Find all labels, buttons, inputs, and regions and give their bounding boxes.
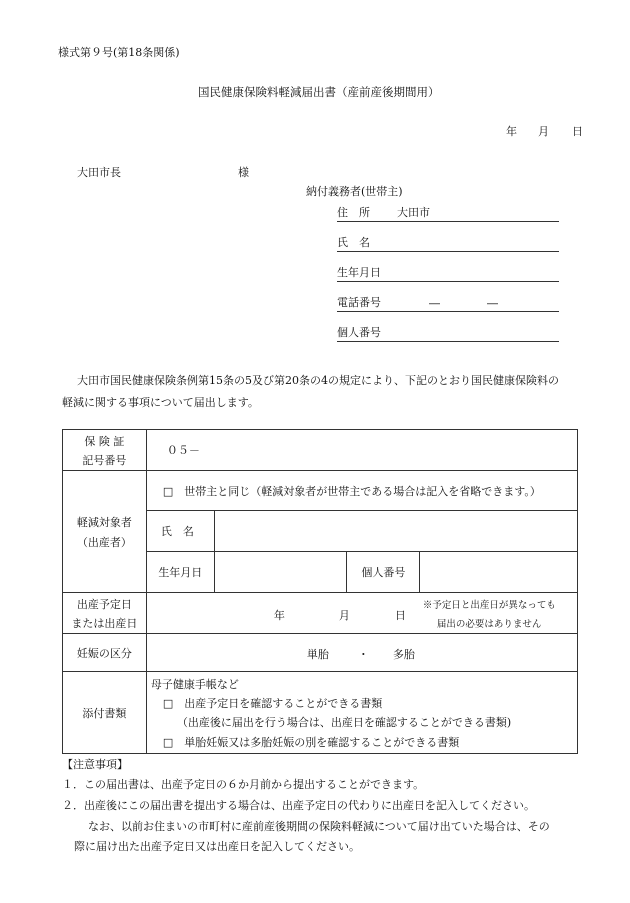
- target-name-label-cell: [146, 511, 214, 552]
- attach-line-1: 母子健康手帳など: [150, 678, 239, 691]
- notes-item-3b: 際に届け出た出産予定日又は出産日を記入してください。: [74, 840, 360, 853]
- target-name-field[interactable]: [214, 511, 577, 552]
- filer-address-label: 住 所: [337, 206, 370, 219]
- filer-heading: 納付義務者(世帯主): [306, 185, 403, 198]
- pregnancy-type-label-cell: [63, 634, 147, 672]
- pregnancy-single-option[interactable]: 単胎: [306, 648, 329, 661]
- intro-line-1: 大田市国民健康保険条例第15条の5及び第20条の4の規定により、下記のとおり国民健康保険料の: [77, 374, 559, 387]
- insurance-label-cell: [63, 430, 147, 471]
- notes-heading: 【注意事項】: [62, 758, 128, 771]
- target-mynumber-label: 個人番号: [361, 566, 406, 579]
- filer-birth-field[interactable]: [337, 265, 559, 282]
- filer-mynumber-field[interactable]: [337, 325, 559, 342]
- target-mynumber-label-cell: [347, 552, 420, 593]
- target-person-label-cell: [63, 471, 147, 593]
- target-name-label: 氏 名: [160, 525, 194, 538]
- date-day: 日: [572, 125, 583, 138]
- insurance-number-field[interactable]: [146, 430, 577, 471]
- insurance-label-2: 記号番号: [82, 453, 127, 467]
- date-month: 月: [538, 125, 549, 138]
- pregnancy-separator: ・: [357, 648, 369, 661]
- filer-mynumber-label: 個人番号: [337, 326, 381, 339]
- filer-phone-field[interactable]: [337, 295, 559, 312]
- insurance-number-value: ０５－: [166, 444, 200, 457]
- date-year: 年: [506, 125, 517, 138]
- due-date-label-cell: [63, 593, 147, 634]
- due-day: 日: [394, 609, 406, 622]
- same-as-head-label: □ 世帯主と同じ（軽減対象者が世帯主である場合は記入を省略できます。）: [162, 484, 541, 498]
- phone-dash-2: ―: [487, 297, 498, 310]
- attach-doc-pregnancy-type-checkbox[interactable]: □ 単胎妊娠又は多胎妊娠の別を確認することができる書類: [162, 736, 460, 749]
- intro-line-2: 軽減に関する事項について届出します。: [62, 396, 259, 409]
- target-person-label-1: 軽減対象者: [76, 515, 132, 529]
- insurance-label-1: 保 険 証: [84, 434, 125, 448]
- page-title: 国民健康保険料軽減届出書（産前産後期間用）: [198, 85, 440, 99]
- attach-line-3: （出産後に届出を行う場合は、出産日を確認することができる書類): [176, 716, 512, 729]
- phone-dash-1: ―: [429, 297, 440, 310]
- due-date-label-1: 出産予定日: [76, 597, 132, 611]
- due-month: 月: [338, 609, 350, 622]
- target-person-label-2: （出産者）: [76, 535, 132, 549]
- mayor-label: 大田市長: [77, 166, 121, 179]
- attachments-label: 添付書類: [82, 706, 127, 720]
- target-birth-label: 生年月日: [158, 566, 203, 579]
- same-as-head-checkbox[interactable]: [146, 471, 577, 511]
- filer-birth-label: 生年月日: [337, 266, 381, 279]
- target-birth-label-cell: [146, 552, 214, 593]
- filer-phone-label: 電話番号: [337, 296, 381, 309]
- filer-address-field[interactable]: [337, 205, 559, 222]
- notes-item-1: １．この届出書は、出産予定日の６か月前から提出することができます。: [62, 778, 425, 791]
- due-note-1: ※予定日と出産日が異なっても: [422, 600, 556, 611]
- due-year: 年: [273, 609, 285, 622]
- attachments-label-cell: [63, 672, 147, 754]
- application-table: [62, 429, 578, 754]
- filer-address-value: 大田市: [397, 206, 430, 219]
- notes-item-3a: なお、以前お住まいの市町村に産前産後期間の保険料軽減について届け出ていた場合は、その: [88, 820, 550, 833]
- notes-item-2: ２．出産後にこの届出書を提出する場合は、出産予定日の代わりに出産日を記入してください。: [62, 799, 535, 812]
- pregnancy-multi-option[interactable]: 多胎: [392, 648, 415, 661]
- due-note-2: 届出の必要はありません: [436, 619, 542, 630]
- target-mynumber-field[interactable]: [420, 552, 578, 593]
- attach-doc-due-date-checkbox[interactable]: □ 出産予定日を確認することができる書類: [162, 697, 383, 710]
- due-date-field[interactable]: [146, 593, 577, 634]
- honorific-sama: 様: [238, 166, 249, 179]
- filer-name-label: 氏 名: [337, 236, 370, 249]
- form-number: 様式第９号(第18条関係): [58, 46, 180, 59]
- due-date-label-2: または出産日: [71, 616, 138, 630]
- pregnancy-type-field[interactable]: [146, 634, 577, 672]
- filer-name-field[interactable]: [337, 235, 559, 252]
- attachments-cell: [146, 672, 577, 754]
- target-birth-field[interactable]: [214, 552, 347, 593]
- pregnancy-type-label: 妊娠の区分: [76, 646, 132, 660]
